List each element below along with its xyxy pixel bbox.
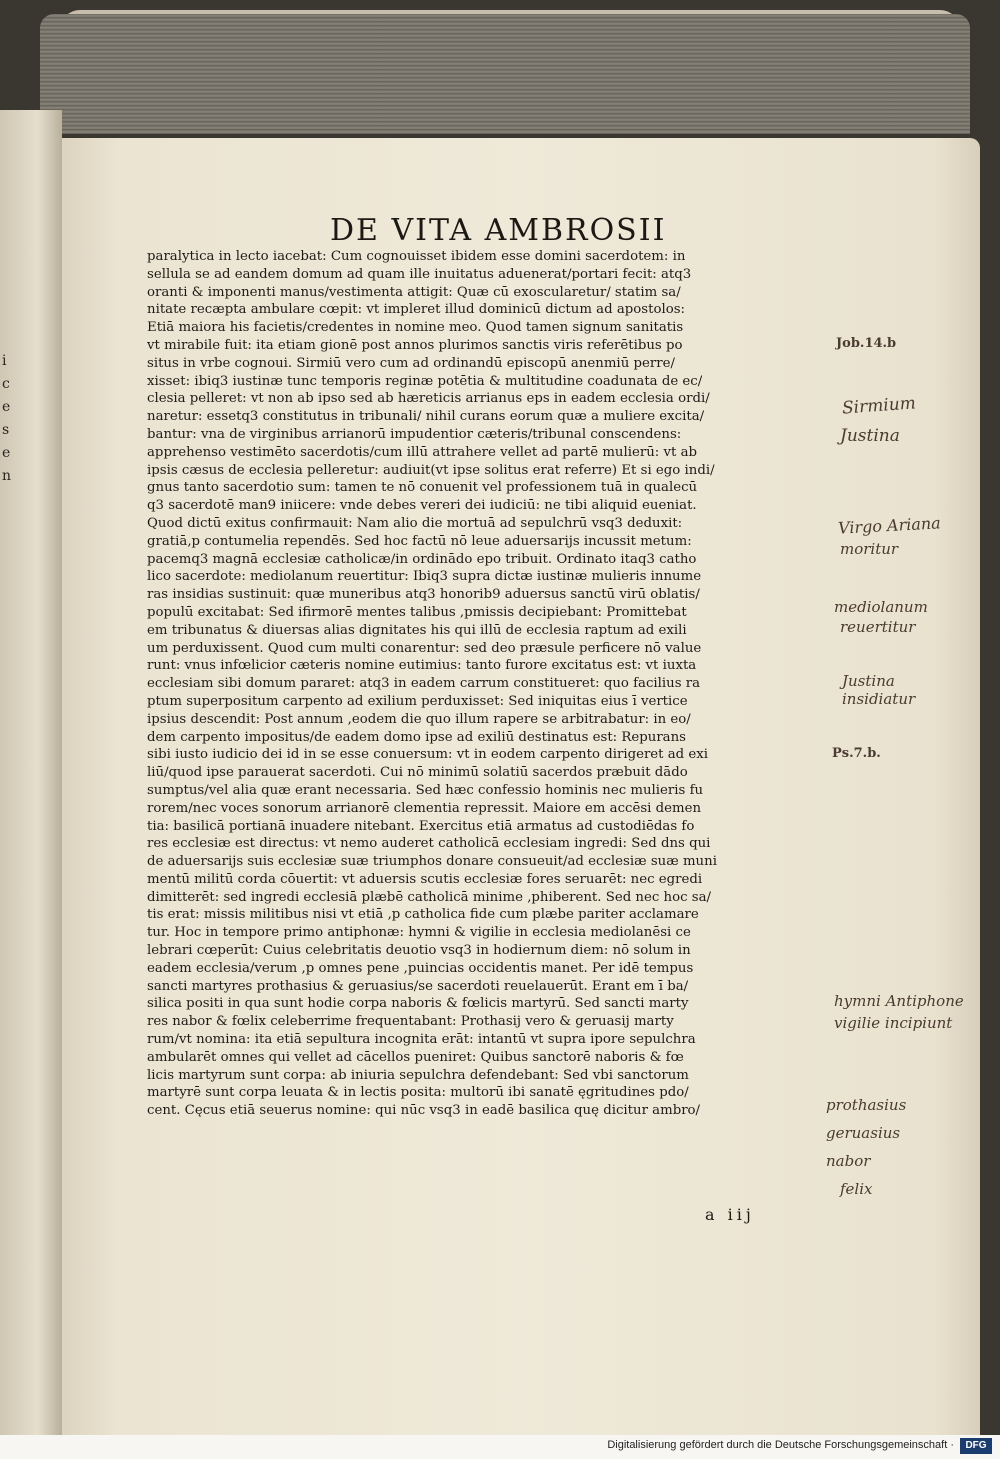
text-line: Quod dictū exitus confirmauit: Nam alio die mortuā ad sepulchrū vsq3 deduxit: [147, 515, 683, 531]
text-line: ras insidias sustinuit: quæ muneribus atq3 honorib9 aduersus sanctū virū oblatis/ [147, 587, 700, 603]
text-line: vt mirabile fuit: ita etiam gionē post annos plurimos sanctis viris referētibus po [147, 337, 683, 353]
left-fragment: n [2, 468, 12, 484]
text-line: gratiā,p contumelia rependēs. Sed hoc factū nō leue aduersarijs incussit metum: [147, 533, 692, 549]
margin-note-job: Job.14.b [836, 336, 897, 351]
margin-note-geruasius: geruasius [826, 1124, 901, 1142]
text-line: em tribunatus & diuersas alias dignitates his qui illū de ecclesia raptum ad exili [147, 622, 687, 638]
margin-note-justina-insidiatur: Justina insidiatur [842, 672, 916, 708]
text-line: rorem/nec voces sonorum arrianorē clementia repressit. Maiore em accēsi demen [147, 800, 702, 816]
margin-note-mediolanum: mediolanum [834, 598, 928, 616]
text-line: licis martyrum sunt corpa: ab iniuria sepulchra defendebant: Sed vbi sanctorum [147, 1067, 689, 1083]
text-line: martyrē sunt corpa leuata & in lectis posita: multorū ibi sanatē ęgritudines pdo/ [147, 1085, 689, 1101]
text-line: rum/vt nomina: ita etiā sepultura incognita erāt: intantū vt supra ipore sepulchra [147, 1032, 696, 1048]
text-line: silica positi in qua sunt hodie corpa naboris & fœlicis martyrū. Sed sancti marty [147, 996, 689, 1012]
text-line: bantur: vna de virginibus arrianorū impudentior cæteris/tribunal conscendens: [147, 426, 682, 442]
text-line: um perduxissent. Quod cum multi conarentur: sed deo præsule perficere nō value [147, 640, 702, 656]
text-line: de aduersarijs suis ecclesiæ suæ triumphos donare consueuit/ad ecclesiæ suæ muni [147, 854, 717, 870]
left-fragment: e [2, 445, 11, 461]
margin-note-reuertitur: reuertitur [840, 618, 916, 636]
text-line: sellula se ad eandem domum ad quam ille inuitatus aduenerat/portari fecit: atq3 [147, 266, 692, 282]
text-line: ambularēt omnes qui vellet ad cācellos pueniret: Quibus sanctorē naboris & fœ [147, 1049, 684, 1065]
text-line: Etiā maiora his facietis/credentes in nomine meo. Quod tamen signum sanitatis [147, 320, 684, 336]
text-line: q3 sacerdotē man9 iniicere: vnde debes vereri dei iudiciū: ne tibi aliquid eueniat. [147, 498, 697, 514]
text-line: eadem ecclesia/verum ,p omnes pene ,puincias occidentis manet. Per idē tempus [147, 960, 694, 976]
text-line: sibi iusto iudicio dei id in se esse conuersum: vt in eodem carpento dirigeret ad exi [147, 747, 709, 763]
text-line: sancti martyres prothasius & geruasius/se sacerdoti reuelauerūt. Erant em ī ba/ [147, 978, 689, 994]
margin-note-justina: Justina [840, 426, 900, 446]
text-line: runt: vnus infœlicior cæteris nomine eutimius: tanto furore excitatus est: vt iuxta [147, 658, 697, 674]
margin-note-moritur: moritur [840, 540, 899, 558]
margin-note-psalm: Ps.7.b. [832, 746, 881, 761]
text-line: res nabor & fœlix celeberrime frequentabant: Prothasij vero & geruasij marty [147, 1014, 674, 1030]
text-line: oranti & imponenti manus/vestimenta attigit: Quæ cū exoscularetur/ statim sa/ [147, 284, 681, 300]
margin-note-hymni: hymni Antiphone vigilie incipiunt [834, 992, 964, 1032]
text-line: dem carpento impositus/de eadem domo ipse ad exiliū destinatus est: Repurans [147, 729, 686, 745]
text-line: ipsius descendit: Post annum ,eodem die quo illum rapere se arbitrabatur: in eo/ [147, 711, 691, 727]
text-line: gnus tanto sacerdotio sum: tamen te nō conuenit vel professionem tuā in qualecū [147, 480, 698, 496]
text-line: naretur: essetq3 constitutus in tribunali/ nihil curans eorum quæ a muliere excita/ [147, 409, 705, 425]
margin-note-virgo: Virgo Ariana [837, 513, 942, 538]
text-line: apprehenso vestimēto sacerdotis/cum illū attrahere vellet ad partē mulierū: vt ab [147, 444, 698, 460]
text-line: dimitterēt: sed ingredi ecclesiā plæbē catholicā minime ,phiberent. Sed nec hoc sa/ [147, 889, 712, 905]
left-fragment: c [2, 376, 10, 392]
text-line: situs in vrbe cognoui. Sirmiū vero cum ad ordinandū episcopū anenmiū perre/ [147, 355, 675, 371]
text-line: xisset: ibiq3 iustinæ tunc temporis reginæ potētia & multitudine coadunata de ec/ [147, 373, 703, 389]
footer-bar [0, 1435, 1000, 1459]
signature-mark: a iij [705, 1205, 755, 1224]
text-line: liū/quod ipse parauerat sacerdoti. Cui nō minimū solatiū sacerdos præbuit dādo [147, 765, 688, 781]
text-line: tur. Hoc in tempore primo antiphonæ: hymni & vigilie in ecclesia mediolanēsi ce [147, 925, 691, 941]
left-fragment: i [2, 353, 7, 369]
text-line: paralytica in lecto iacebat: Cum cognouisset ibidem esse domini sacerdotem: in [147, 249, 686, 264]
margin-note-prothasius: prothasius [826, 1096, 907, 1114]
left-fragment: s [2, 422, 10, 438]
margin-note-felix: felix [840, 1180, 873, 1198]
text-line: lico sacerdote: mediolanum reuertitur: Ibiq3 supra dictæ iustinæ mulieris innume [147, 569, 702, 585]
text-line: ecclesiam sibi domum pararet: atq3 in eadem carrum constitueret: quo facilius ra [147, 676, 701, 692]
dfg-logo: DFG [960, 1438, 992, 1454]
left-page-edge [0, 110, 62, 1435]
left-page-fragments [2, 350, 22, 488]
text-line: res ecclesiæ est directus: vt nemo auderet catholicā ecclesiam ingredi: Sed dns qui [147, 836, 711, 852]
text-line: cent. Cęcus etiā seuerus nomine: qui nūc vsq3 in eadē basilica quę dicitur ambro/ [147, 1103, 701, 1119]
text-line: lebrari cœperūt: Cuius celebritatis deuotio vsq3 in hodiernum diem: nō solum in [147, 943, 691, 959]
text-line: ipsis cæsus de ecclesia pelleretur: audiuit(vt ipse solitus erat referre) Et si ego indi/ [147, 462, 715, 478]
text-line: clesia pelleret: vt non ab ipso sed ab hæreticis arrianus eps in eadem ecclesia ordi/ [147, 391, 710, 407]
text-line: populū excitabat: Sed ifirmorē mentes talibus ,pmissis decipiebant: Promittebat [147, 604, 687, 620]
text-line: nitate recæpta ambulare cœpit: vt impleret illud dominicū dictum ad apostolos: [147, 302, 686, 318]
book-page-stack [40, 14, 970, 134]
body-text [147, 248, 829, 1120]
running-head: DE VITA AMBROSII [330, 213, 667, 248]
text-line: sumptus/vel alia quæ erant necessaria. Sed hæc confessio hominis nec mulieris fu [147, 782, 704, 798]
footer-credit: Digitalisierung gefördert durch die Deutsche Forschungsgemeinschaft · [607, 1439, 954, 1451]
text-line: pacemq3 magnā ecclesiæ catholicæ/in ordinādo epo tribuit. Ordinato itaq3 catho [147, 551, 697, 567]
text-line: tia: basilicā portianā inuadere nitebant. Exercitus etiā armatus ad custodiēdas fo [147, 818, 695, 834]
text-line: ptum superpositum carpento ad exilium perduxisset: Sed iniquitas eius ī vertice [147, 693, 688, 709]
text-line: tis erat: missis militibus nisi vt etiā ,p catholica fide cum plæbe pariter acclamare [147, 907, 699, 923]
left-fragment: e [2, 399, 11, 415]
text-line: mentū militū corda cōuertit: vt aduersis scutis ecclesiæ fores seruarēt: nec egredi [147, 871, 703, 887]
margin-note-nabor: nabor [826, 1152, 871, 1170]
margin-note-sirmium: Sirmium [841, 393, 917, 419]
